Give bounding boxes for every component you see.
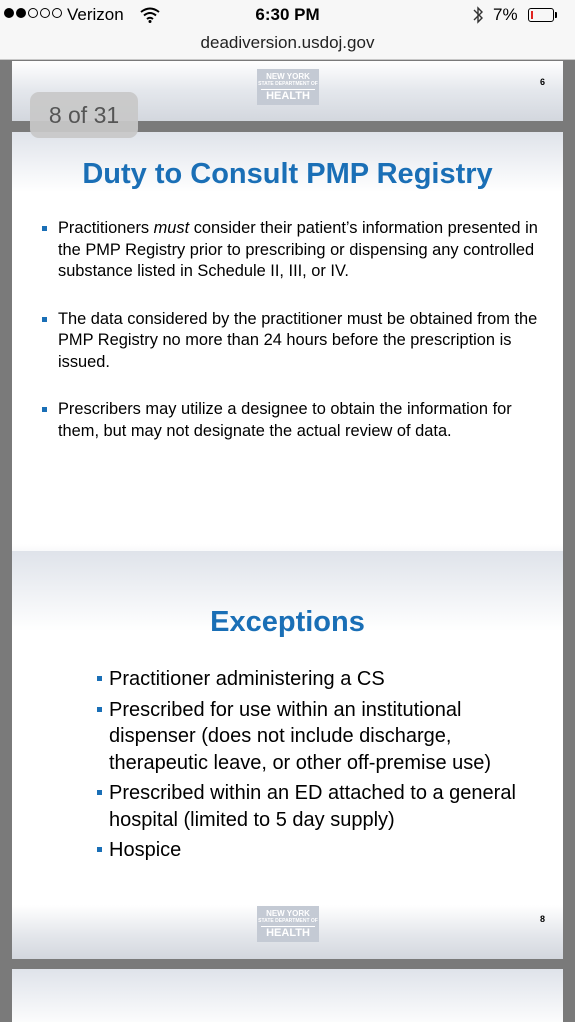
slide-title: Exceptions bbox=[210, 606, 365, 638]
nys-health-logo: NEW YORK STATE DEPARTMENT OF HEALTH bbox=[257, 69, 319, 105]
list-item: Prescribed within an ED attached to a general hospital (limited to 5 day supply) bbox=[97, 780, 527, 833]
battery-level-fill bbox=[531, 11, 533, 19]
bullet-square-icon bbox=[97, 676, 102, 681]
bullet-square-icon bbox=[97, 847, 102, 852]
slide-title: Duty to Consult PMP Registry bbox=[82, 158, 493, 190]
slide-page-number: 8 bbox=[540, 914, 546, 924]
bullet-square-icon bbox=[42, 317, 47, 322]
status-bar bbox=[0, 0, 575, 30]
list-item: The data considered by the practitioner must be obtained from the PMP Registry no more than 24 hours before the prescription is issued. bbox=[58, 309, 553, 374]
battery-percent: 7% bbox=[493, 5, 518, 24]
slide-8 bbox=[12, 551, 563, 959]
slide-9 bbox=[12, 969, 563, 1022]
list-item: Hospice bbox=[97, 837, 527, 864]
nys-health-logo: NEW YORK STATE DEPARTMENT OF HEALTH bbox=[257, 906, 319, 942]
clock: 6:30 PM bbox=[255, 5, 320, 24]
pdf-viewer[interactable] bbox=[0, 61, 575, 1022]
bullet-square-icon bbox=[97, 790, 102, 795]
battery-icon bbox=[528, 8, 554, 22]
list-item: Practitioners must consider their patient’s information presented in the PMP Registry prior to prescribing or dispensing any controlled substance listed in Schedule II, III, or IV. bbox=[58, 218, 553, 283]
list-item: Practitioner administering a CS bbox=[97, 666, 527, 693]
slide-7 bbox=[12, 132, 563, 599]
carrier-name: Verizon bbox=[67, 5, 124, 24]
list-item: Prescribers may utilize a designee to obtain the information for them, but may not designate the actual review of data. bbox=[58, 399, 553, 442]
bullet-list bbox=[97, 666, 527, 868]
url-text[interactable]: deadiversion.usdoj.gov bbox=[200, 33, 375, 52]
bullet-square-icon bbox=[42, 407, 47, 412]
bluetooth-icon bbox=[472, 5, 484, 25]
slide-page-number: 6 bbox=[540, 77, 546, 87]
bullet-square-icon bbox=[97, 707, 102, 712]
bullet-square-icon bbox=[42, 226, 47, 231]
page-indicator: 8 of 31 bbox=[30, 92, 138, 138]
address-bar[interactable] bbox=[0, 30, 575, 60]
bullet-list bbox=[58, 218, 553, 468]
list-item: Prescribed for use within an institutional dispenser (does not include discharge, therapeutic leave, or other off-premise use) bbox=[97, 697, 527, 777]
